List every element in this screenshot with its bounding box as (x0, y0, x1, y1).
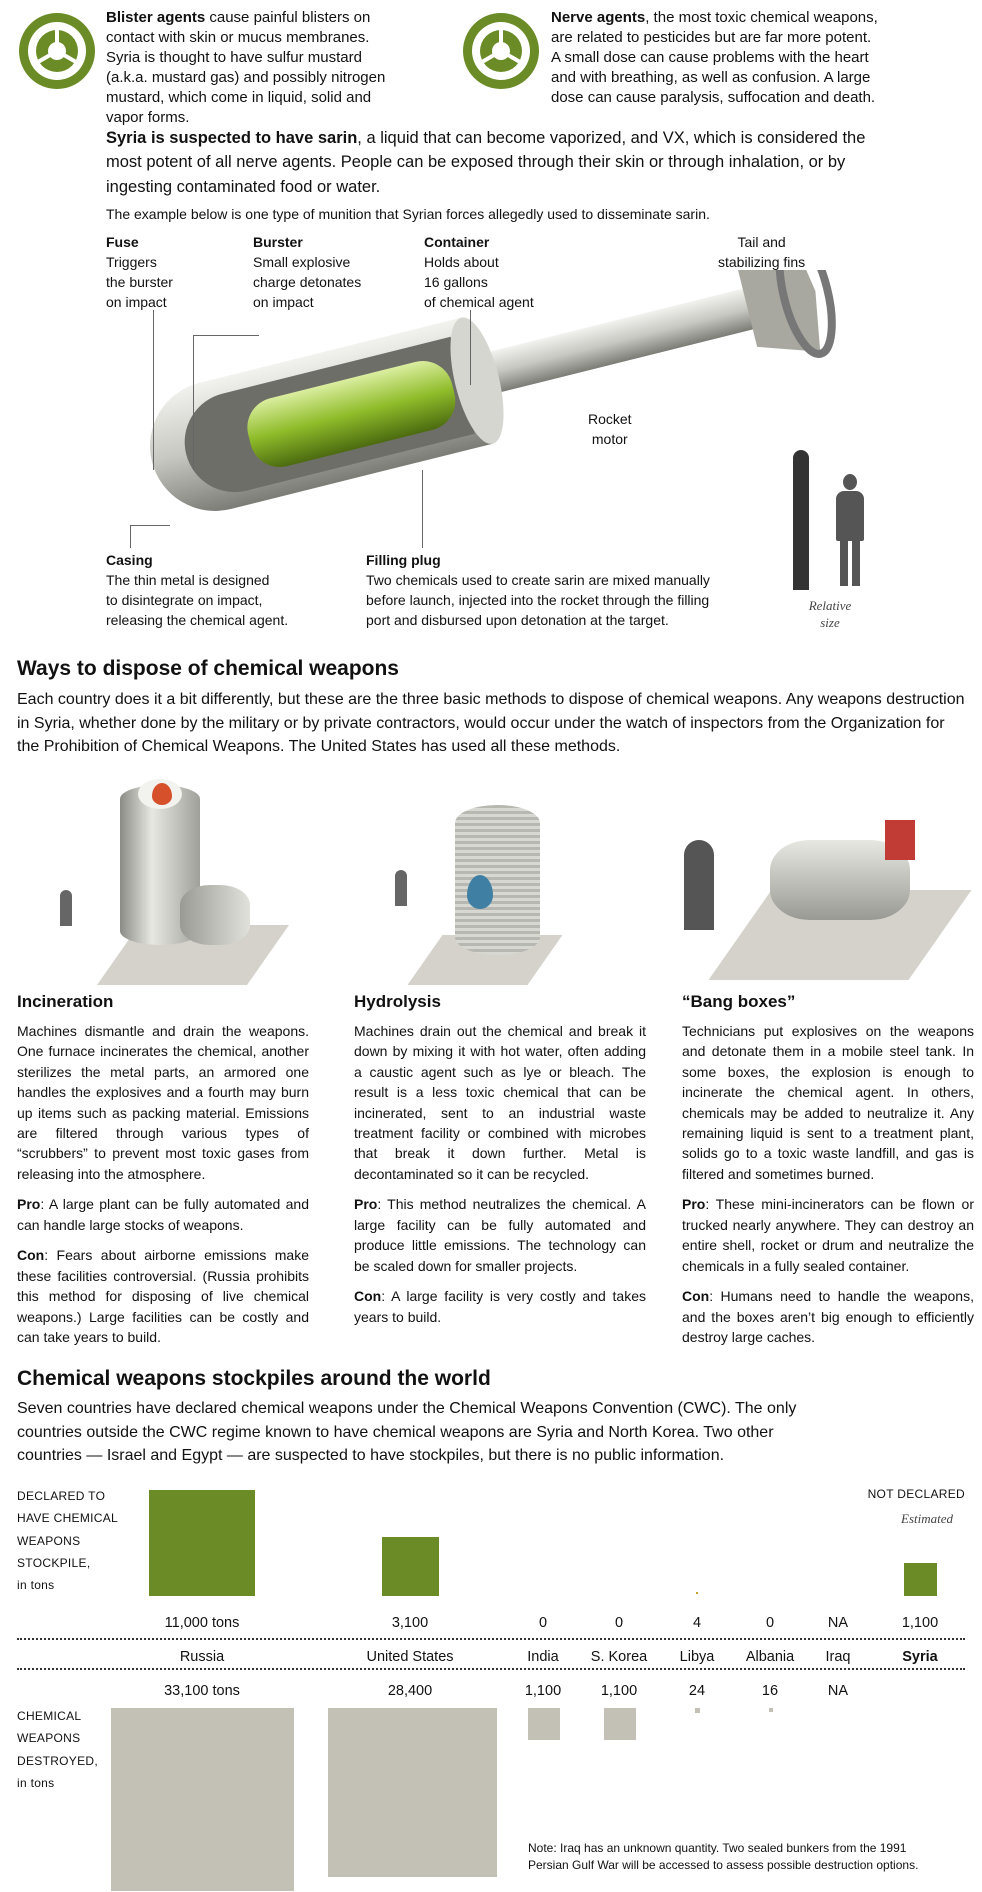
container-label: Container Holds about 16 gallons of chemical agent (424, 234, 534, 310)
stockpiles-intro: Seven countries have declared chemical weapons under the Chemical Weapons Convention (CWC). The only countries outside the CWC regime known to have chemical weapons are Syria and North Korea. Two other countries — Israel and Egypt — are suspected to have stockpiles, but there is no public information. (17, 1400, 797, 1465)
dispose-intro: Each country does it a bit differently, but these are the three basic methods to dispose of chemical weapons. Any weapons destruction in Syria, whether done by the military or by private contractors, would occur under the watch of inspectors from the Organization for the Prohibition of Chemical Weapons. The United States has used all these methods. (17, 691, 965, 756)
example-caption: The example below is one type of munition that Syrian forces allegedly used to disseminate sarin. (106, 206, 710, 222)
burster-leader-line (193, 335, 194, 470)
hydrolysis-illustration (395, 775, 575, 995)
container-leader-line (470, 310, 471, 385)
destroyed-value-albania: 16 (761, 1683, 779, 1699)
country-libya: Libya (679, 1649, 715, 1665)
destroyed-bar-russia (111, 1708, 294, 1891)
relative-size-caption: Relative size (808, 598, 852, 631)
stockpiles-heading: Chemical weapons stockpiles around the world (17, 1367, 491, 1390)
divider-top (17, 1638, 965, 1640)
stockpile-value-iraq: NA (827, 1615, 849, 1631)
burster-leader-line (193, 335, 259, 336)
not-declared-label: NOT DECLARED (867, 1487, 965, 1501)
stockpile-bar-libya (696, 1592, 698, 1594)
country-syria: Syria (902, 1649, 938, 1665)
country-iraq: Iraq (825, 1649, 851, 1665)
destroyed-value-libya: 24 (688, 1683, 706, 1699)
plug-leader-line (422, 470, 423, 548)
destroyed-bar-india (528, 1708, 560, 1740)
dispose-heading: Ways to dispose of chemical weapons (17, 657, 399, 680)
stockpile-value-india: 0 (538, 1615, 548, 1631)
casing-leader-line (130, 525, 170, 526)
burster-label: Burster Small explosive charge detonates on impact (253, 234, 362, 310)
biohazard-icon (19, 13, 95, 89)
stockpile-value-united-states: 3,100 (391, 1615, 429, 1631)
biohazard-icon (463, 13, 539, 89)
method-hydrolysis: Hydrolysis Machines drain out the chemical and break it down by mixing it with hot water, often adding a caustic agent such as lye or bleach. The result is a less toxic chemical that can be incinerated, sent to an industrial waste treatment facility or combined with microbes that break it down further. Metal is decontaminated so it can be recycled. Pro: This method neutralizes the chemical. A large facility can be fully automated and produce little emissions. The technology can be scaled down for smaller projects. Con: A large facility is very costly and takes years to build. (354, 992, 646, 1325)
declared-axis-label: DECLARED TO HAVE CHEMICAL WEAPONS STOCKPILE, in tons (17, 1489, 119, 1593)
fuse-label: Fuse Triggers the burster on impact (106, 234, 173, 310)
stockpile-bar-syria (904, 1563, 937, 1596)
blister-agents-text: Blister agents cause painful blisters on contact with skin or mucus membranes. Syria is thought to have sulfur mustard (a.k.a. mustard gas) and possibly nitrogen mustard, which come in liquid, solid and vapor forms. (106, 9, 386, 127)
destroyed-value-india: 1,100 (524, 1683, 562, 1699)
sarin-paragraph: Syria is suspected to have sarin, a liquid that can become vaporized, and VX, which is considered the most potent of all nerve agents. People can be exposed through their skin or through inhalation, or by ingesting contaminated food or water. (106, 129, 866, 196)
incinerator-illustration (60, 775, 300, 995)
method-incineration: Incineration Machines dismantle and drain the weapons. One furnace incinerates the chemical, another sterilizes the metal parts, an armored one handles the explosives and a fourth may burn up items such as packing material. Emissions are filtered through various types of “scrubbers” to prevent most toxic gases from releasing into the atmosphere. Pro: A large plant can be fully automated and can handle large stocks of weapons. Con: Fears about airborne emissions make these facilities controversial. (Russia prohibits this method for disposing of live chemical weapons.) Large facilities can be costly and can take years to build. (17, 992, 309, 1345)
motor-label: Rocket motor (588, 411, 632, 447)
bang-box-illustration (680, 800, 970, 1000)
country-united-states: United States (366, 1649, 454, 1665)
stockpile-bar-russia (149, 1490, 255, 1596)
destroyed-value-s-korea: 1,100 (600, 1683, 638, 1699)
casing-label: Casing The thin metal is designed to disintegrate on impact, releasing the chemical agent. (106, 552, 289, 628)
divider-bottom (17, 1668, 965, 1670)
stockpile-value-libya: 4 (692, 1615, 702, 1631)
destroyed-bar-united-states (328, 1708, 497, 1877)
country-india: India (527, 1649, 559, 1665)
country-s-korea: S. Korea (590, 1649, 648, 1665)
rocket-silhouette (793, 450, 809, 590)
stockpile-value-russia: 11,000 tons (164, 1615, 240, 1631)
destroyed-value-united-states: 28,400 (387, 1683, 433, 1699)
iraq-note: Note: Iraq has an unknown quantity. Two sealed bunkers from the 1991 Persian Gulf War will be accessed to assess possible destruction options. (528, 1841, 919, 1872)
stockpile-bar-united-states (382, 1537, 439, 1596)
destroyed-value-russia: 33,100 tons (164, 1683, 240, 1699)
stockpile-value-s-korea: 0 (614, 1615, 624, 1631)
nerve-agents-text: Nerve agents, the most toxic chemical weapons, are related to pesticides but are far more potent. A small dose can cause problems with the heart and with breathing, as well as confusion. A large dose can cause paralysis, suffocation and death. (551, 9, 878, 107)
estimated-label: Estimated (901, 1511, 953, 1526)
fuse-leader-line (153, 310, 154, 470)
country-albania: Albania (745, 1649, 795, 1665)
stockpile-value-syria: 1,100 (901, 1615, 939, 1631)
plug-label: Filling plug Two chemicals used to create sarin are mixed manually before launch, injected into the rocket through the filling port and disbursed upon detonation at the target. (366, 552, 710, 628)
person-silhouette (832, 474, 868, 586)
method-bang-boxes: “Bang boxes” Technicians put explosives on the weapons and detonate them in a mobile steel tank. In some boxes, the explosion is enough to incinerate the chemical agent. In others, chemicals may be added to neutralize it. Any remaining liquid is sent to a treatment plant, solids go to a toxic waste landfill, and gas is filtered and sometimes burned. Pro: These mini-incinerators can be flown or trucked nearly anywhere. They can destroy an entire shell, rocket or drum and neutralize the chemicals in a fully sealed container. Con: Humans need to handle the weapons, and the boxes aren’t big enough to efficiently destroy large caches. (682, 992, 974, 1345)
country-russia: Russia (179, 1649, 225, 1665)
destroyed-value-iraq: NA (827, 1683, 849, 1699)
casing-leader-line (130, 525, 131, 548)
destroyed-bar-albania (769, 1708, 773, 1712)
tail-label: Tail and stabilizing fins (718, 234, 806, 270)
stockpile-value-albania: 0 (765, 1615, 775, 1631)
rocket-illustration (120, 270, 840, 540)
destroyed-bar-libya (695, 1708, 700, 1713)
destroyed-bar-s-korea (604, 1708, 636, 1740)
destroyed-axis-label: CHEMICAL WEAPONS DESTROYED, in tons (17, 1709, 99, 1790)
